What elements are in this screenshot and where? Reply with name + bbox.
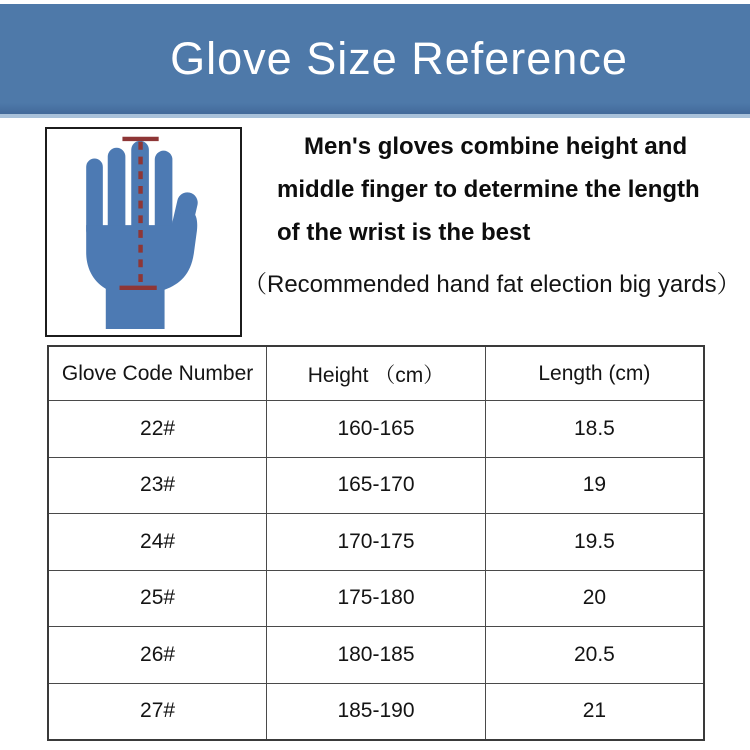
intro-line-1: Men's gloves combine height and — [304, 133, 688, 160]
table-header-row — [48, 346, 704, 401]
table-row — [48, 401, 704, 458]
table-cell: 24# — [48, 514, 267, 571]
table-row — [48, 683, 704, 740]
table-cell: 175-180 — [267, 570, 486, 627]
table-cell: 19 — [485, 457, 704, 514]
hand-measurement-figure — [45, 127, 242, 337]
table-row — [48, 627, 704, 684]
table-cell: 20.5 — [485, 627, 704, 684]
table-cell: 27# — [48, 683, 267, 740]
col-header-length: Length (cm) — [485, 346, 704, 401]
table-cell: 20 — [485, 570, 704, 627]
table-cell: 22# — [48, 401, 267, 458]
table-cell: 160-165 — [267, 401, 486, 458]
table-cell: 23# — [48, 457, 267, 514]
glove-hand-measure-icon — [47, 129, 240, 335]
col-header-height: Height （cm） — [267, 346, 486, 401]
glove-size-table — [47, 345, 705, 741]
intro-line-2: middle finger to determine the length — [277, 176, 700, 203]
title-banner — [0, 4, 750, 118]
table-cell: 165-170 — [267, 457, 486, 514]
table-cell: 21 — [485, 683, 704, 740]
table-cell: 26# — [48, 627, 267, 684]
table-cell: 180-185 — [267, 627, 486, 684]
table-cell: 18.5 — [485, 401, 704, 458]
table-cell: 185-190 — [267, 683, 486, 740]
col-header-glove-code: Glove Code Number — [48, 346, 267, 401]
table-row — [48, 570, 704, 627]
table-cell: 170-175 — [267, 514, 486, 571]
table-cell: 25# — [48, 570, 267, 627]
table-row — [48, 514, 704, 571]
intro-line-3: of the wrist is the best — [277, 219, 531, 246]
table-cell: 19.5 — [485, 514, 704, 571]
table-row — [48, 457, 704, 514]
intro-note: （Recommended hand fat election big yards） — [243, 271, 741, 298]
page-title: Glove Size Reference — [170, 33, 628, 84]
